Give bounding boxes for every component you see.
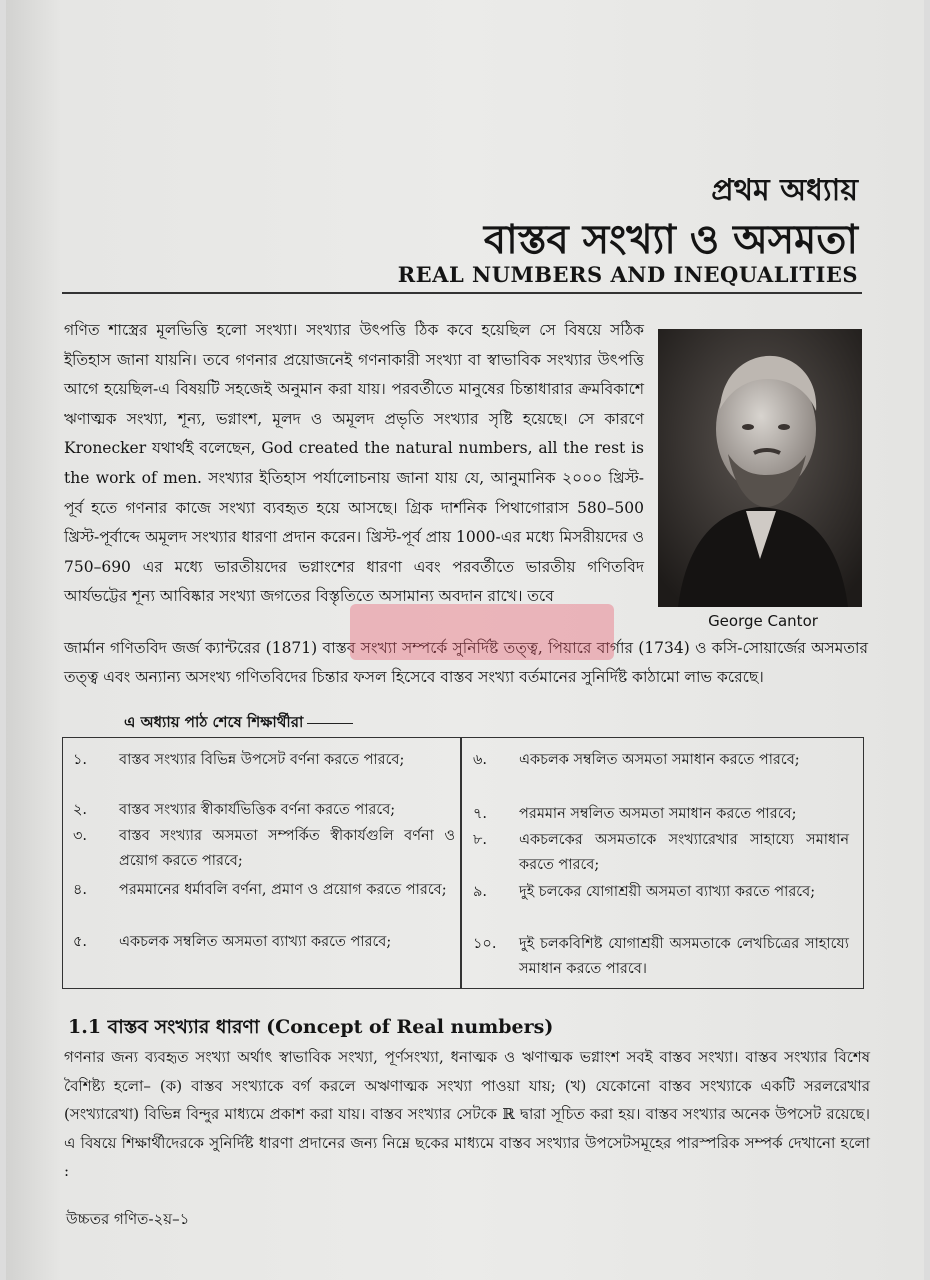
- intro-paragraph: গণিত শাস্ত্রের মূলভিত্তি হলো সংখ্যা। সংখ্যার উৎপত্তি ঠিক কবে হয়েছিল সে বিষয়ে সঠিক ইতিহাস জানা যায়নি। তবে গণনার প্রয়োজনেই গণনাকারী সংখ্যা বা স্বাভাবিক সংখ্যার উৎপত্তি আগে হয়েছিল-এ বিষয়টি সহজেই অনুমান করা যায়। পরবর্তীতে মানুষের চিন্তাধারার ক্রমবিকাশে ঋণাত্মক সংখ্যা, শূন্য, ভগ্নাংশ, মূলদ ও অমূলদ প্রভৃতি সংখ্যার সৃষ্টি হয়েছে। সে কারণে Kronecker যথার্থই বলেছেন, God created the natural numbers, all the rest is the work of men. সংখ্যার ইতিহাস পর্যালোচনায় জানা যায় যে, আনুমানিক ২০০০ খ্রিস্ট-পূর্ব হতে গণনার কাজে সংখ্যা ব্যবহৃত হয়ে আসছে। গ্রিক দার্শনিক পিথাগোরাস 580–500 খ্রিস্ট-পূর্বাব্দে অমূলদ সংখ্যার ধারণা প্রদান করেন। খ্রিস্ট-পূর্ব প্রায় 1000-এর মধ্যে মিসরীয়দের ও 750–690 এর মধ্যে ভারতীয়দের ভগ্নাংশের ধারণা এবং পরবর্তীতে ভারতীয় গণিতবিদ আর্যভট্টের শূন্য আবিষ্কার সংখ্যা জগতের বিস্তৃতিতে অসামান্য অবদান রাখে। তবে: [64, 321, 644, 606]
- portrait-illustration: [658, 329, 862, 607]
- objective-text: পরমমান সম্বলিত অসমতা সমাধান করতে পারবে;: [519, 806, 797, 822]
- objective-text: বাস্তব সংখ্যার স্বীকার্যভিত্তিক বর্ণনা করতে পারবে;: [119, 802, 396, 818]
- objective-text: বাস্তব সংখ্যার অসমতা সম্পর্কিত স্বীকার্যগুলি বর্ণনা ও প্রয়োগ করতে পারবে;: [119, 828, 455, 869]
- section-body: গণনার জন্য ব্যবহৃত সংখ্যা অর্থাৎ স্বাভাবিক সংখ্যা, পূর্ণসংখ্যা, ধনাত্মক ও ঋণাত্মক ভগ্নাংশ সবই বাস্তব সংখ্যা। বাস্তব সংখ্যার বিশেষ বৈশিষ্ট্য হলো– (ক) বাস্তব সংখ্যাকে বর্গ করলে অঋণাত্মক সংখ্যা পাওয়া যায়; (খ) যেকোনো বাস্তব সংখ্যাকে একটি সরলরেখার (সংখ্যারেখা) বিভিন্ন বিন্দুর মাধ্যমে প্রকাশ করা যায়। বাস্তব সংখ্যার সেটকে ℝ দ্বারা সূচিত করা হয়। বাস্তব সংখ্যার অনেক উপসেট রয়েছে। এ বিষয়ে শিক্ষার্থীদেরকে সুনির্দিষ্ট ধারণা প্রদানের জন্য নিম্নে ছকের মাধ্যমে বাস্তব সংখ্যার উপসেটসমূহের পারস্পরিক সম্পর্ক দেখানো হলো :: [64, 1048, 870, 1181]
- section-heading: 1.1 বাস্তব সংখ্যার ধারণা (Concept of Real numbers): [68, 1016, 554, 1038]
- objective-text: বাস্তব সংখ্যার বিভিন্ন উপসেট বর্ণনা করতে পারবে;: [119, 752, 405, 768]
- objective-text: দুই চলকবিশিষ্ট যোগাশ্রয়ী অসমতাকে লেখচিত্রের সাহায্যে সমাধান করতে পারবে।: [519, 936, 849, 977]
- book-page: [6, 0, 924, 1280]
- intro-paragraph-continued: জার্মান গণিতবিদ জর্জ ক্যান্টরের (1871) বাস্তব সংখ্যা সম্পর্কে সুনির্দিষ্ট তত্ত্ব, পিয়ারে বার্গার (1734) ও কসি-সোয়ার্জের অসমতার তত্ত্ব এবং অন্যান্য অসংখ্য গণিতবিদের চিন্তার ফসল হিসেবে বাস্তব সংখ্যা বর্তমানের সুনির্দিষ্ট কাঠামো লাভ করেছে।: [64, 639, 868, 686]
- objective-number: ১০.: [473, 936, 497, 952]
- page-footer: উচ্চতর গণিত-২য়–১: [66, 1210, 190, 1228]
- objective-text: দুই চলকের যোগাশ্রয়ী অসমতা ব্যাখ্যা করতে পারবে;: [519, 884, 816, 900]
- objective-number: ৭.: [473, 806, 488, 822]
- objectives-heading-text: এ অধ্যায় পাঠ শেষে শিক্ষার্থীরা: [124, 713, 304, 731]
- chapter-title-english: REAL NUMBERS AND INEQUALITIES: [397, 262, 858, 287]
- objective-number: ৫.: [73, 934, 88, 950]
- objectives-heading-dash: [307, 723, 353, 724]
- chapter-title: বাস্তব সংখ্যা ও অসমতা: [483, 216, 858, 263]
- objective-text: একচলক সম্বলিত অসমতা সমাধান করতে পারবে;: [519, 752, 800, 768]
- objective-text: পরমমানের ধর্মাবলি বর্ণনা, প্রমাণ ও প্রয়োগ করতে পারবে;: [119, 882, 447, 898]
- objective-number: ১.: [73, 752, 88, 768]
- objectives-table: [62, 737, 864, 989]
- title-rule: [62, 292, 862, 294]
- objective-text: একচলক সম্বলিত অসমতা ব্যাখ্যা করতে পারবে;: [119, 934, 392, 950]
- objectives-heading: [124, 711, 353, 736]
- objective-number: ২.: [73, 802, 88, 818]
- watermark: [350, 604, 614, 660]
- objective-number: ৬.: [473, 752, 488, 768]
- objective-number: ৪.: [73, 882, 88, 898]
- objective-number: ৯.: [473, 884, 488, 900]
- portrait-image: [658, 329, 862, 607]
- objective-text: একচলকের অসমতাকে সংখ্যারেখার সাহায্যে সমাধান করতে পারবে;: [519, 832, 849, 873]
- table-divider: [460, 738, 462, 988]
- chapter-number: প্রথম অধ্যায়: [711, 173, 858, 208]
- portrait-caption: George Cantor: [708, 612, 818, 630]
- objective-number: ৮.: [473, 832, 488, 848]
- objective-number: ৩.: [73, 828, 88, 844]
